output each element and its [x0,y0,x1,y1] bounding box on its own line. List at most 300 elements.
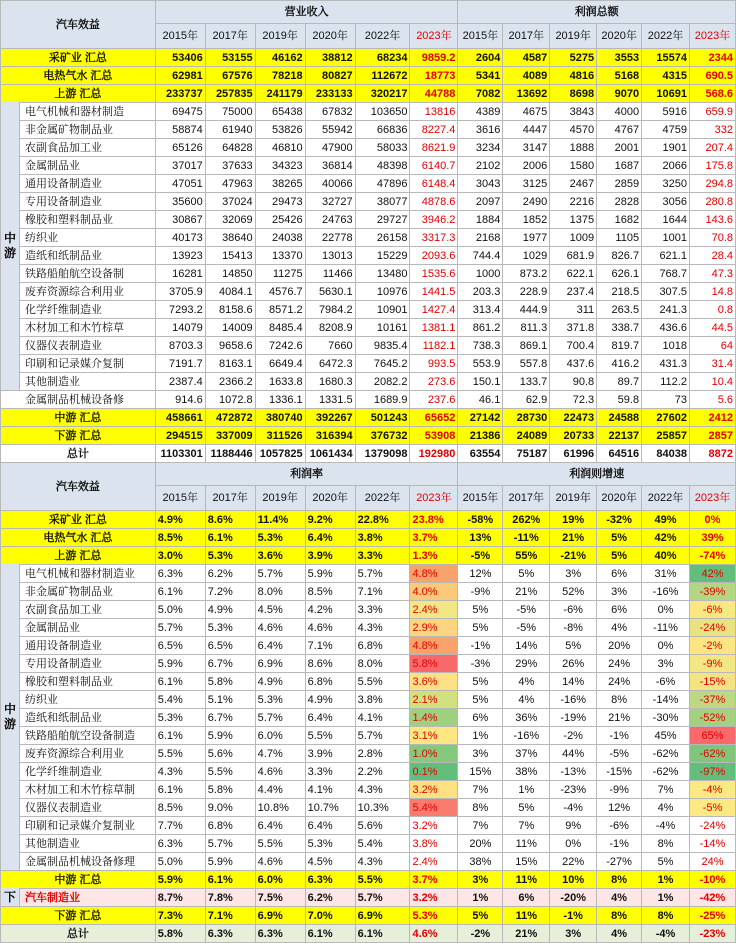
value-cell: 6.2% [205,565,255,583]
value-cell: 53826 [255,121,305,139]
value-cell: 8.6% [305,655,355,673]
group-header: 利润率 [155,463,458,486]
value-cell: 1680.3 [305,373,355,391]
value-cell: 40173 [155,229,205,247]
row-label: 橡胶和塑料制品业 [1,673,156,691]
value-cell: 13923 [155,247,205,265]
row-label: 下游 汇总 [1,427,156,445]
value-cell: -6% [689,601,735,619]
value-cell: 65438 [255,103,305,121]
value-cell: -5% [689,799,735,817]
value-cell: 337009 [205,427,255,445]
value-cell: 31.4 [689,355,735,373]
value-cell: 501243 [355,409,410,427]
value-cell: 869.1 [503,337,550,355]
value-cell: 7% [503,817,550,835]
value-cell: 3% [550,925,597,943]
value-cell: 9859.2 [410,49,458,67]
value-cell: 6.1% [355,925,410,943]
table-row [1,889,736,907]
value-cell: 20% [597,637,642,655]
value-cell: 1331.5 [305,391,355,409]
row-label: 上游 汇总 [1,85,156,103]
value-cell: 2490 [503,193,550,211]
value-cell: 431.3 [642,355,690,373]
value-cell: 6% [458,709,503,727]
value-cell: 67832 [305,103,355,121]
value-cell: 738.3 [458,337,503,355]
value-cell: 5.9% [205,853,255,871]
value-cell: 7645.2 [355,355,410,373]
value-cell: 1000 [458,265,503,283]
value-cell: -6% [550,601,597,619]
row-label: 木材加工和木竹棕草制 [1,781,156,799]
value-cell: 5.5% [205,763,255,781]
value-cell: 1.0% [410,745,458,763]
value-cell: 11466 [305,265,355,283]
value-cell: 4089 [503,67,550,85]
value-cell: 9658.6 [205,337,255,355]
value-cell: 5.7% [255,709,305,727]
value-cell: -16% [642,583,690,601]
value-cell: 1687 [597,157,642,175]
value-cell: 1029 [503,247,550,265]
value-cell: 5.6% [355,817,410,835]
value-cell: 6.5% [205,637,255,655]
year-header: 2019年 [550,486,597,511]
value-cell: 28730 [503,409,550,427]
value-cell: 3125 [503,175,550,193]
value-cell: 40% [642,547,690,565]
row-label: 中游 汇总 [1,871,156,889]
value-cell: 7.5% [255,889,305,907]
row-label: 纺织业 [1,691,156,709]
row-label: 化学纤维制造业 [1,763,156,781]
value-cell: -42% [689,889,735,907]
value-cell: 11.4% [255,511,305,529]
value-cell: 8872 [689,445,735,463]
value-cell: 5% [458,601,503,619]
table-row [1,67,736,85]
value-cell: 458661 [155,409,205,427]
value-cell: 66836 [355,121,410,139]
table-row [1,283,736,301]
value-cell: 1580 [550,157,597,175]
value-cell: 47.3 [689,265,735,283]
value-cell: 11275 [255,265,305,283]
value-cell: -4% [642,817,690,835]
value-cell: 332 [689,121,735,139]
value-cell: 6.1% [155,583,205,601]
value-cell: 22473 [550,409,597,427]
value-cell: 14% [550,673,597,691]
value-cell: -24% [689,619,735,637]
value-cell: 37633 [205,157,255,175]
value-cell: 14.8 [689,283,735,301]
value-cell: 2467 [550,175,597,193]
value-cell: 10.4 [689,373,735,391]
value-cell: -15% [689,673,735,691]
table-row [1,193,736,211]
value-cell: 5.7% [355,565,410,583]
value-cell: -10% [689,871,735,889]
value-cell: 294515 [155,427,205,445]
value-cell: 62981 [155,67,205,85]
value-cell: 1% [642,889,690,907]
value-cell: 4.6% [255,619,305,637]
value-cell: 20733 [550,427,597,445]
table-row [1,121,736,139]
side-label-midstream: 中 游 [1,102,20,390]
value-cell: 4.7% [255,745,305,763]
value-cell: 437.6 [550,355,597,373]
value-cell: 5.8% [155,925,205,943]
value-cell: 32727 [305,193,355,211]
value-cell: 8% [642,907,690,925]
value-cell: 6.9% [355,907,410,925]
year-header: 2023年 [410,24,458,49]
value-cell: 5.3% [305,835,355,853]
value-cell: 24588 [597,409,642,427]
value-cell: 1884 [458,211,503,229]
value-cell: 6.0% [255,871,305,889]
value-cell: 5.3% [155,709,205,727]
value-cell: -19% [550,709,597,727]
value-cell: 84038 [642,445,690,463]
value-cell: 78218 [255,67,305,85]
value-cell: 5916 [642,103,690,121]
value-cell: 6.3% [305,871,355,889]
value-cell: 273.6 [410,373,458,391]
row-label: 农副食品加工业 [1,601,156,619]
value-cell: 19% [550,511,597,529]
value-cell: 5.7% [355,727,410,745]
value-cell: 6.7% [205,709,255,727]
value-cell: 8% [642,835,690,853]
table-row [1,745,736,763]
value-cell: -2% [550,727,597,745]
value-cell: -23% [550,781,597,799]
value-cell: 6.8% [355,637,410,655]
value-cell: 6% [503,889,550,907]
value-cell: -14% [689,835,735,853]
value-cell: 9070 [597,85,642,103]
value-cell: 241179 [255,85,305,103]
year-header: 2020年 [305,24,355,49]
value-cell: 5.7% [205,835,255,853]
value-cell: 61940 [205,121,255,139]
value-cell: 4% [642,799,690,817]
value-cell: -62% [642,745,690,763]
value-cell: 65652 [410,409,458,427]
row-label: 造纸和纸制品业 [1,247,156,265]
value-cell: 2828 [597,193,642,211]
value-cell: 11% [503,871,550,889]
value-cell: 58033 [355,139,410,157]
value-cell: 61996 [550,445,597,463]
value-cell: 70.8 [689,229,735,247]
value-cell: 90.8 [550,373,597,391]
value-cell: 207.4 [689,139,735,157]
value-cell: 46162 [255,49,305,67]
table-row [1,85,736,103]
value-cell: 6.5% [155,637,205,655]
value-cell: 13480 [355,265,410,283]
value-cell: 218.5 [597,283,642,301]
value-cell: 9.0% [205,799,255,817]
value-cell: 63554 [458,445,503,463]
value-cell: 4.1% [305,781,355,799]
value-cell: 1% [458,889,503,907]
value-cell: 5% [642,853,690,871]
value-cell: 3.1% [410,727,458,745]
value-cell: 6.8% [305,673,355,691]
value-cell: -4% [550,799,597,817]
row-label: 废弃资源综合利用业 [1,745,156,763]
value-cell: 5.7% [355,889,410,907]
value-cell: 5630.1 [305,283,355,301]
value-cell: 64516 [597,445,642,463]
value-cell: 9% [550,817,597,835]
value-cell: 29727 [355,211,410,229]
side-label-downstream: 下 [1,888,20,906]
value-cell: 8703.3 [155,337,205,355]
value-cell: 3.8% [355,691,410,709]
value-cell: -9% [689,655,735,673]
value-cell: 5.8% [205,673,255,691]
value-cell: 4675 [503,103,550,121]
value-cell: 472872 [205,409,255,427]
value-cell: 1105 [597,229,642,247]
row-label: 中游 汇总 [1,409,156,427]
value-cell: 73 [642,391,690,409]
year-header: 2017年 [503,486,550,511]
value-cell: 3250 [642,175,690,193]
value-cell: -5% [503,601,550,619]
value-cell: 5.0% [155,601,205,619]
value-cell: 4.6% [255,853,305,871]
value-cell: 2604 [458,49,503,67]
value-cell: 3705.9 [155,283,205,301]
value-cell: 3946.2 [410,211,458,229]
value-cell: 4.3% [355,853,410,871]
table-row [1,727,736,745]
value-cell: 392267 [305,409,355,427]
value-cell: 444.9 [503,301,550,319]
value-cell: 143.6 [689,211,735,229]
value-cell: -1% [597,727,642,745]
value-cell: -25% [689,907,735,925]
value-cell: 38812 [305,49,355,67]
value-cell: 3% [458,745,503,763]
value-cell: 7.1% [355,583,410,601]
value-cell: 20% [458,835,503,853]
value-cell: -24% [689,817,735,835]
value-cell: 8% [597,871,642,889]
value-cell: 7.1% [305,637,355,655]
value-cell: 1103301 [155,445,205,463]
value-cell: 7984.2 [305,301,355,319]
value-cell: 44.5 [689,319,735,337]
value-cell: 2.1% [410,691,458,709]
value-cell: -6% [597,817,642,835]
year-header: 2022年 [642,24,690,49]
value-cell: 6.1% [155,781,205,799]
row-label: 印刷和记录媒介复制 [1,355,156,373]
year-header: 2022年 [642,486,690,511]
value-cell: -37% [689,691,735,709]
value-cell: 2344 [689,49,735,67]
value-cell: 3.3% [355,601,410,619]
value-cell: 10.8% [255,799,305,817]
value-cell: 6.1% [305,925,355,943]
value-cell: 861.2 [458,319,503,337]
value-cell: 5% [597,547,642,565]
value-cell: 3234 [458,139,503,157]
row-label: 仪器仪表制造业 [1,337,156,355]
year-header: 2022年 [355,486,410,511]
value-cell: 7.0% [305,907,355,925]
row-label: 金属制品机械设备修理 [1,853,156,871]
value-cell: 4.9% [305,691,355,709]
value-cell: 4570 [550,121,597,139]
value-cell: 6649.4 [255,355,305,373]
value-cell: 27142 [458,409,503,427]
value-cell: 8227.4 [410,121,458,139]
value-cell: 5.8% [410,655,458,673]
value-cell: 6.8% [205,817,255,835]
value-cell: 2168 [458,229,503,247]
value-cell: 6.4% [305,817,355,835]
value-cell: 8.7% [155,889,205,907]
value-cell: -15% [597,763,642,781]
value-cell: 4.3% [155,763,205,781]
value-cell: 3.2% [410,889,458,907]
row-label: 造纸和纸制品业 [1,709,156,727]
value-cell: 2.4% [410,853,458,871]
year-header: 2017年 [503,24,550,49]
value-cell: 14009 [205,319,255,337]
value-cell: 6.3% [205,925,255,943]
value-cell: 2.8% [355,745,410,763]
value-cell: 3843 [550,103,597,121]
table-row [1,409,736,427]
value-cell: 22.8% [355,511,410,529]
value-cell: 4878.6 [410,193,458,211]
value-cell: 3.8% [355,529,410,547]
value-cell: 7293.2 [155,301,205,319]
value-cell: 29473 [255,193,305,211]
row-label: 铁路船舶航空设备制造 [1,727,156,745]
value-cell: 15% [503,853,550,871]
value-cell: 4084.1 [205,283,255,301]
value-cell: 4.9% [205,601,255,619]
value-cell: 3.2% [410,817,458,835]
value-cell: 233133 [305,85,355,103]
value-cell: 31% [642,565,690,583]
value-cell: 416.2 [597,355,642,373]
value-cell: 5.3% [255,691,305,709]
value-cell: 4767 [597,121,642,139]
value-cell: 21% [597,709,642,727]
group-header: 营业收入 [155,1,458,24]
value-cell: 6140.7 [410,157,458,175]
value-cell: -2% [689,637,735,655]
value-cell: 10901 [355,301,410,319]
corner-header: 汽车效益 [1,1,156,49]
value-cell: 8.0% [355,655,410,673]
value-cell: 4759 [642,121,690,139]
value-cell: 6.4% [305,529,355,547]
table-row [1,817,736,835]
value-cell: 4% [503,691,550,709]
value-cell: 175.8 [689,157,735,175]
value-cell: 6.1% [205,871,255,889]
row-label: 印刷和记录媒介复制业 [1,817,156,835]
value-cell: 826.7 [597,247,642,265]
value-cell: 26158 [355,229,410,247]
value-cell: 4.3% [355,619,410,637]
table-row [1,139,736,157]
value-cell: 3553 [597,49,642,67]
value-cell: 80827 [305,67,355,85]
value-cell: 39% [689,529,735,547]
value-cell: 6472.3 [305,355,355,373]
value-cell: 4315 [642,67,690,85]
value-cell: 0% [642,601,690,619]
value-cell: 228.9 [503,283,550,301]
value-cell: 5% [458,691,503,709]
year-header: 2020年 [597,24,642,49]
value-cell: 7242.6 [255,337,305,355]
value-cell: -4% [689,781,735,799]
row-label: 下游 汇总 [1,907,156,925]
value-cell: 8.5% [305,583,355,601]
value-cell: 4.5% [305,853,355,871]
value-cell: 294.8 [689,175,735,193]
value-cell: 15% [458,763,503,781]
row-label: 电热气水 汇总 [1,67,156,85]
value-cell: 58874 [155,121,205,139]
table-row [1,601,736,619]
value-cell: 3043 [458,175,503,193]
value-cell: 38077 [355,193,410,211]
value-cell: 3% [597,583,642,601]
row-label: 采矿业 汇总 [1,49,156,67]
value-cell: -20% [550,889,597,907]
value-cell: 0% [550,835,597,853]
value-cell: 6.4% [255,817,305,835]
value-cell: 5.0% [155,853,205,871]
value-cell: 9.2% [305,511,355,529]
table-row [1,175,736,193]
row-label: 化学纤维制造业 [1,301,156,319]
table-row [1,583,736,601]
value-cell: -1% [597,835,642,853]
value-cell: 4447 [503,121,550,139]
value-cell: 112672 [355,67,410,85]
table-row [1,853,736,871]
value-cell: 5.4% [155,691,205,709]
value-cell: 5.3% [255,529,305,547]
value-cell: 5% [503,799,550,817]
value-cell: 35600 [155,193,205,211]
value-cell: 53155 [205,49,255,67]
value-cell: 7% [458,817,503,835]
value-cell: 338.7 [597,319,642,337]
value-cell: -4% [642,925,690,943]
row-label: 铁路船舶航空设备制 [1,265,156,283]
